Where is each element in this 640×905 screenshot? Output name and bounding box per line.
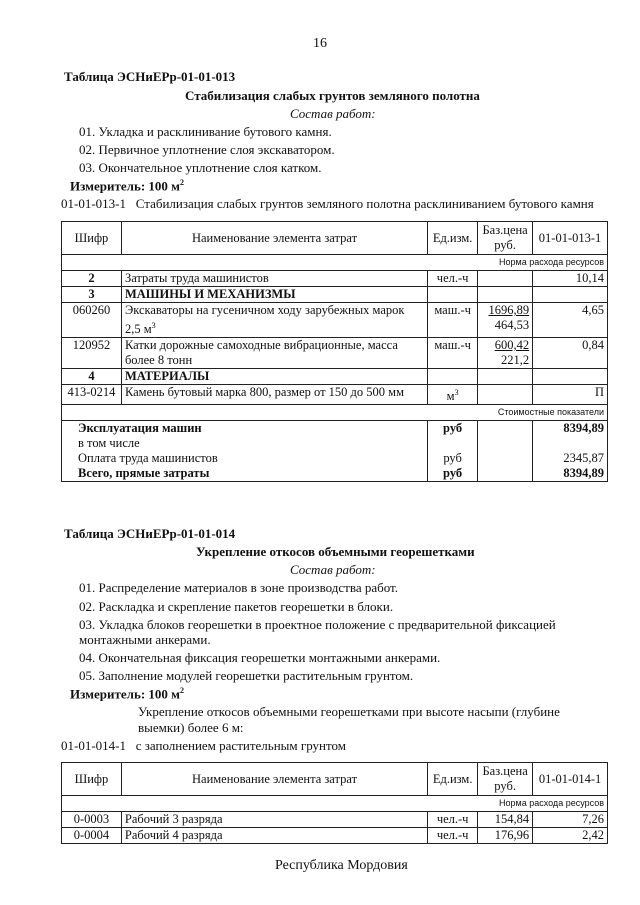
norm-header-row	[62, 255, 608, 271]
table2-step: монтажными анкерами.	[79, 632, 211, 647]
header-column: 01-01-013-1	[533, 222, 608, 255]
table1-step: 03. Окончательное уплотнение слоя катком.	[79, 160, 322, 175]
cell-price	[478, 271, 533, 287]
cell-code: 4	[62, 369, 122, 385]
header-column: 01-01-014-1	[533, 763, 608, 796]
cell-code: 0-0004	[62, 828, 122, 844]
name-line: Катки дорожные самоходные вибрационные, масса	[124, 338, 398, 353]
cell-price: 154,84	[478, 812, 533, 828]
summary-value: 2345,87	[533, 451, 608, 466]
cell-value: 7,26	[533, 812, 608, 828]
cell-unit: маш.-ч	[428, 303, 478, 338]
cell-name: Рабочий 4 разряда	[121, 828, 427, 844]
header-name: Наименование элемента затрат	[121, 222, 427, 255]
cell-name: Затраты труда машинистов	[121, 271, 427, 287]
cell-value: 2,42	[533, 828, 608, 844]
table2-composition: Состав работ:	[290, 562, 376, 577]
cell-code: 0-0003	[62, 812, 122, 828]
table1-subtitle: Стабилизация слабых грунтов земляного полотна	[185, 88, 480, 103]
price-sub: 464,53	[494, 318, 530, 332]
cell-code: 120952	[62, 338, 122, 369]
cell-value: 0,84	[533, 338, 608, 369]
table1-meter	[70, 178, 184, 194]
table1-composition: Состав работ:	[290, 106, 376, 121]
cell-name	[121, 338, 427, 369]
cell-name: Камень бутовый марка 800, размер от 150 до 500 мм	[121, 385, 427, 405]
table1-code-line: 01-01-013-1 Стабилизация слабых грунтов земляного полотна расклиниванием бутового камня	[61, 196, 594, 211]
table-row	[62, 338, 608, 369]
price-main: 1696,89	[488, 303, 530, 317]
summary-row	[62, 466, 608, 482]
table-header-row	[62, 763, 608, 796]
summary-name: Оплата труда машинистов	[62, 451, 428, 466]
cell-code: 2	[62, 271, 122, 287]
cell-value: П	[533, 385, 608, 405]
price-sub: 221,2	[500, 353, 530, 368]
table2-desc: Укрепление откосов объемными георешетками при высоте насыпи (глубине	[138, 704, 560, 719]
cell-unit: чел.-ч	[428, 271, 478, 287]
cell-code: 413-0214	[62, 385, 122, 405]
norm-header: Норма расхода ресурсов	[62, 255, 608, 271]
section-row	[62, 287, 608, 303]
meter-label: Измеритель: 100 м	[70, 178, 181, 194]
summary-unit: руб	[428, 451, 478, 466]
cell-name: МАТЕРИАЛЫ	[121, 369, 427, 385]
cell-price	[478, 303, 533, 338]
summary-unit: руб	[428, 421, 478, 437]
header-price: Баз.цена руб.	[478, 222, 533, 255]
footer: Республика Мордовия	[275, 858, 408, 873]
meter-sup: 2	[180, 178, 185, 187]
cost-header-row	[62, 405, 608, 421]
table2-step: 05. Заполнение модулей георешетки растительным грунтом.	[79, 668, 414, 683]
summary-name: в том числе	[62, 436, 428, 451]
meter-sup: 2	[180, 686, 185, 695]
table-row	[62, 303, 608, 338]
unit-sup: 3	[151, 321, 156, 330]
table2-step: 01. Распределение материалов в зоне производства работ.	[79, 580, 399, 595]
page-number: 16	[313, 36, 327, 51]
cell-value: 4,65	[533, 303, 608, 338]
name-line: Экскаваторы на гусеничном ходу зарубежных марок	[124, 303, 405, 317]
header-price: Баз.цена руб.	[478, 763, 533, 796]
cell-code: 3	[62, 287, 122, 303]
cell-name: МАШИНЫ И МЕХАНИЗМЫ	[121, 287, 427, 303]
norm-header: Норма расхода ресурсов	[62, 796, 608, 812]
cell-unit: чел.-ч	[428, 812, 478, 828]
summary-row	[62, 421, 608, 437]
cell-price	[478, 385, 533, 405]
summary-name: Всего, прямые затраты	[62, 466, 428, 482]
cell-unit: маш.-ч	[428, 338, 478, 369]
table2-subtitle: Укрепление откосов объемными георешетками	[196, 544, 475, 559]
header-code: Шифр	[62, 222, 122, 255]
header-unit: Ед.изм.	[428, 222, 478, 255]
table1	[61, 221, 608, 482]
meter-label: Измеритель: 100 м	[70, 686, 181, 702]
cell-value: 10,14	[533, 271, 608, 287]
unit-sup: 3	[454, 388, 459, 398]
header-unit: Ед.изм.	[428, 763, 478, 796]
table2-code-line: 01-01-014-1 с заполнением растительным грунтом	[61, 738, 346, 753]
table2-step: 02. Раскладка и скрепление пакетов георешетки в блоки.	[79, 599, 394, 614]
name-line: 2,5 м	[124, 322, 152, 337]
table1-title: Таблица ЭСНиЕРр-01-01-013	[64, 69, 236, 84]
table-row	[62, 812, 608, 828]
summary-row	[62, 451, 608, 466]
norm-header-row	[62, 796, 608, 812]
summary-row	[62, 436, 608, 451]
cell-price: 176,96	[478, 828, 533, 844]
table2-step: 03. Укладка блоков георешетки в проектное положение с предварительной фиксацией	[79, 617, 556, 632]
cell-unit: чел.-ч	[428, 828, 478, 844]
table1-step: 02. Первичное уплотнение слоя экскаватором.	[79, 142, 335, 157]
table-header-row	[62, 222, 608, 255]
summary-name: Эксплуатация машин	[62, 421, 428, 437]
name-line: более 8 тонн	[124, 353, 193, 368]
price-main: 600,42	[494, 338, 530, 353]
table2-meter	[70, 686, 184, 702]
cell-price	[478, 338, 533, 369]
header-name: Наименование элемента затрат	[121, 763, 427, 796]
table2	[61, 762, 608, 844]
summary-value: 8394,89	[533, 421, 608, 437]
cell-unit	[428, 385, 478, 405]
table-row	[62, 828, 608, 844]
summary-unit: руб	[428, 466, 478, 482]
cell-code: 060260	[62, 303, 122, 338]
cost-header: Стоимостные показатели	[62, 405, 608, 421]
summary-value: 8394,89	[533, 466, 608, 482]
table-row	[62, 385, 608, 405]
unit-text: м	[446, 389, 455, 404]
table2-step: 04. Окончательная фиксация георешетки монтажными анкерами.	[79, 650, 441, 665]
header-code: Шифр	[62, 763, 122, 796]
table-row	[62, 271, 608, 287]
cell-name	[121, 303, 427, 338]
section-row	[62, 369, 608, 385]
table2-title: Таблица ЭСНиЕРр-01-01-014	[64, 526, 236, 541]
table1-step: 01. Укладка и расклинивание бутового камня.	[79, 124, 332, 139]
table2-desc: выемки) более 6 м:	[138, 720, 244, 735]
cell-name: Рабочий 3 разряда	[121, 812, 427, 828]
